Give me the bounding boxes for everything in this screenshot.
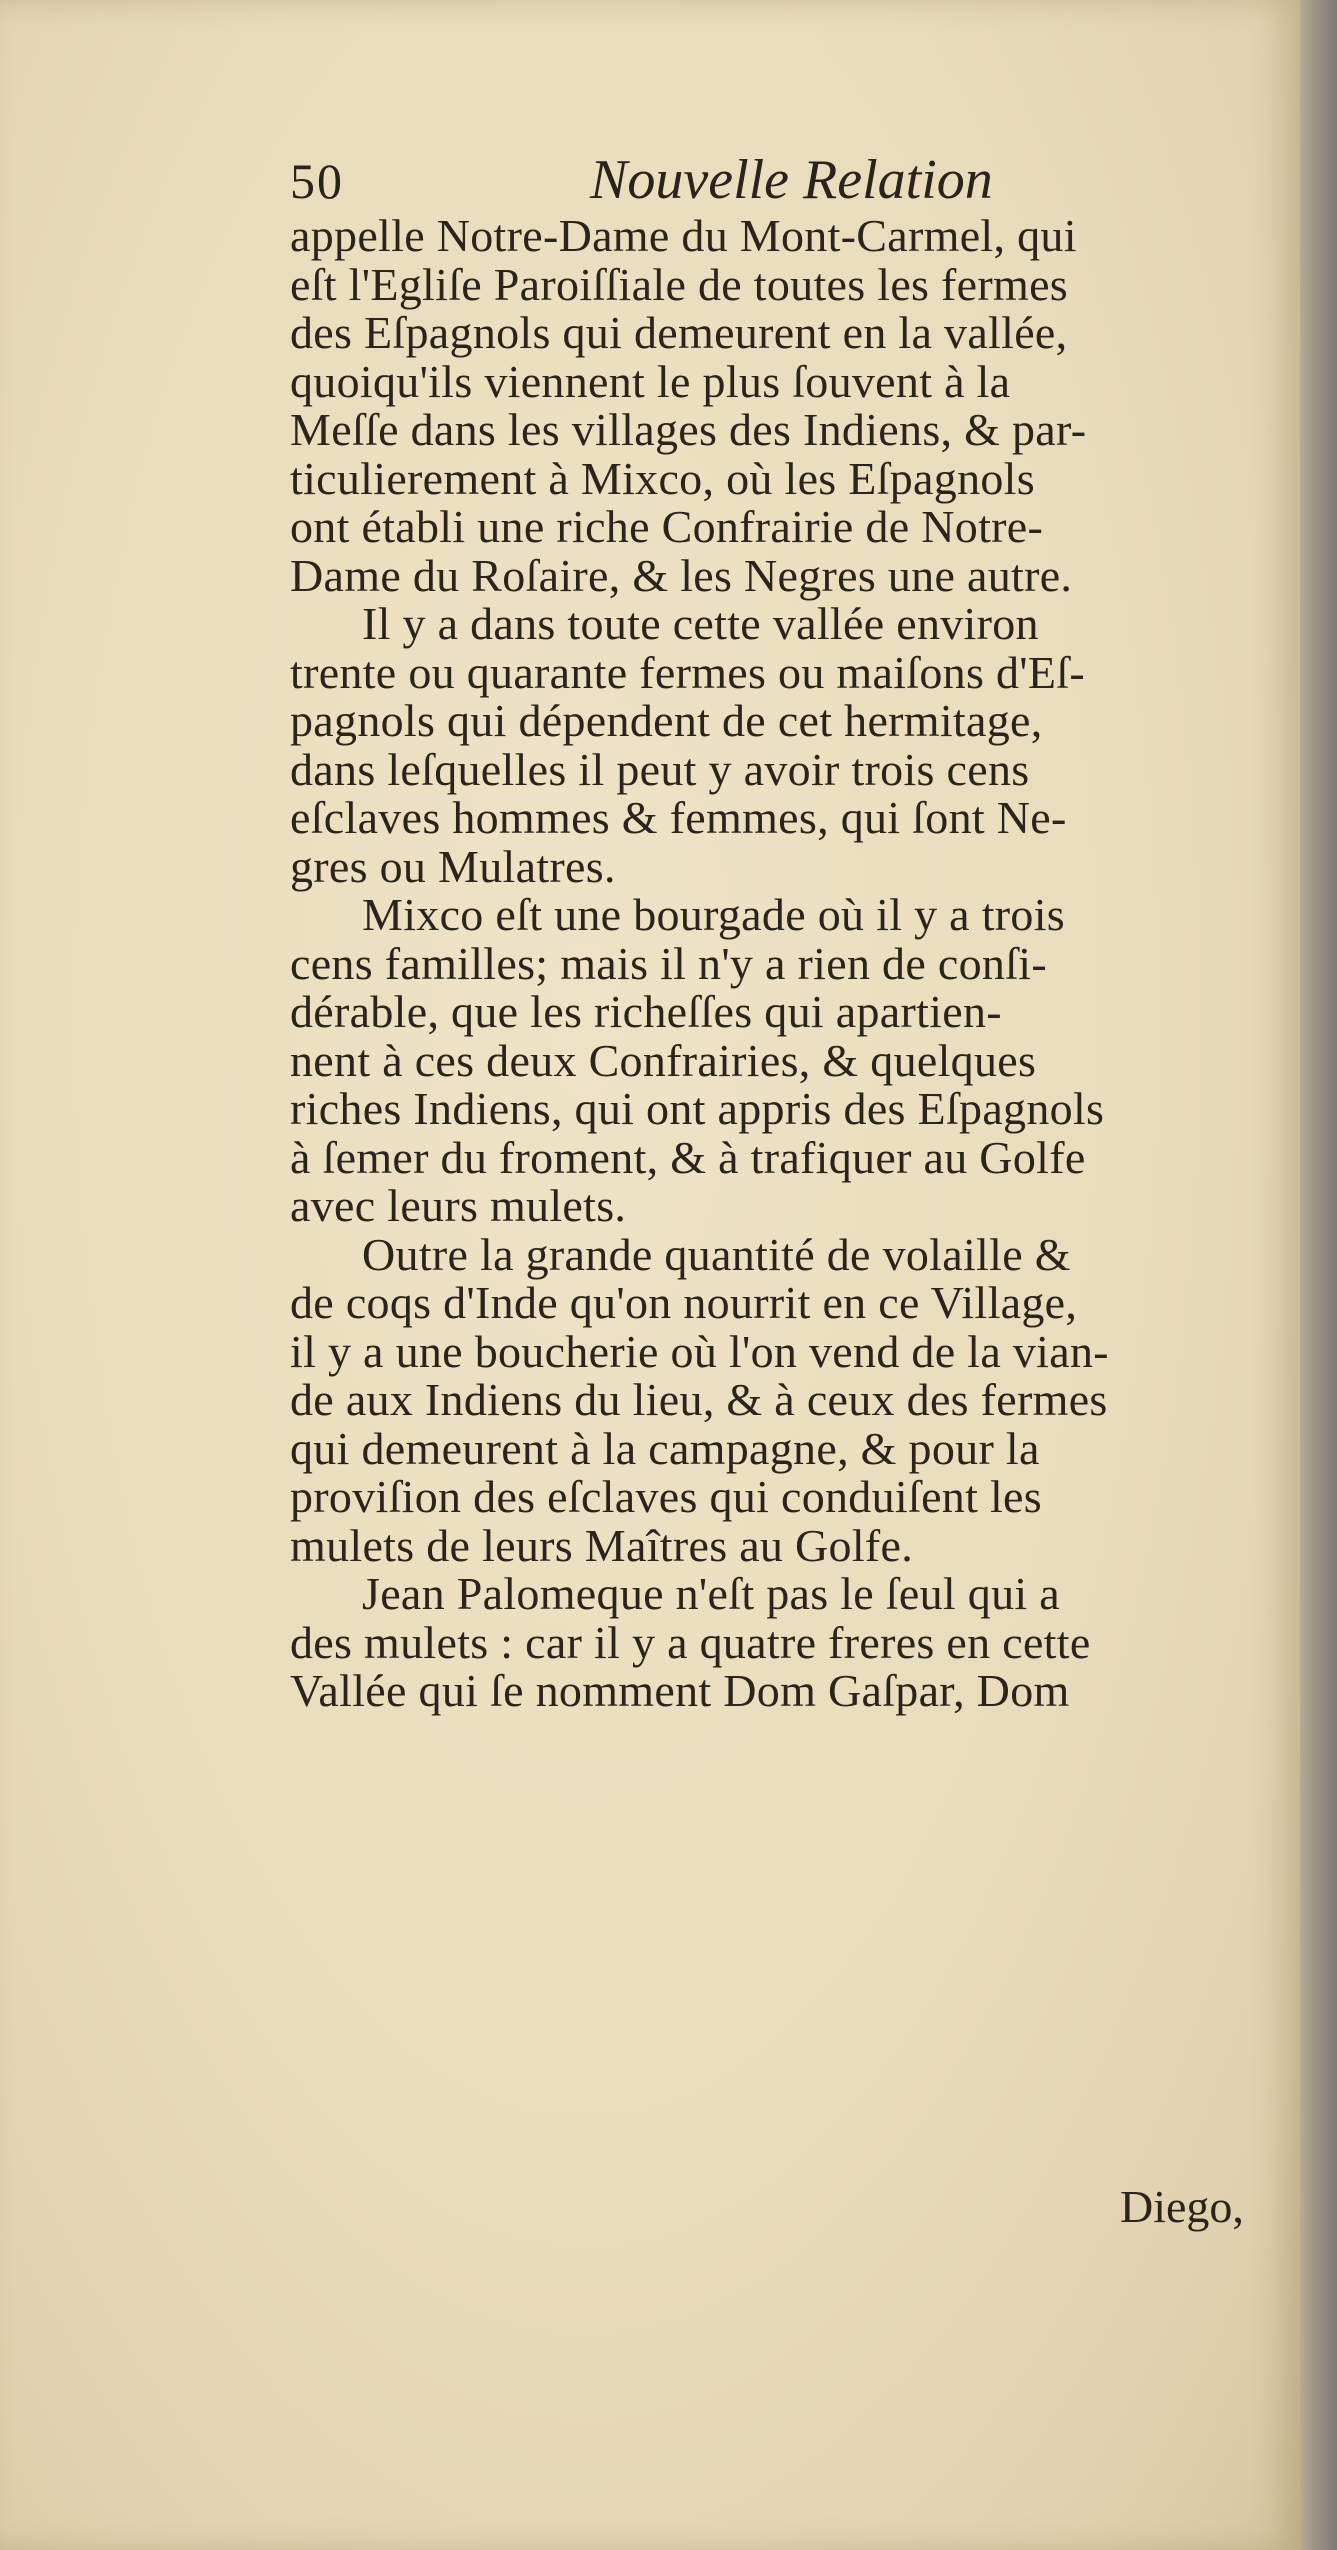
text-line: nent à ces deux Confrairies, & quelques: [290, 1034, 1037, 1086]
text-line: eſt l'Egliſe Paroiſſiale de toutes les fermes: [290, 258, 1069, 310]
text-line: Outre la grande quantité de volaille &: [362, 1228, 1071, 1280]
text-line: ticulierement à Mixco, où les Eſpagnols: [290, 452, 1035, 504]
text-line: des Eſpagnols qui demeurent en la vallée,: [290, 307, 1068, 358]
text-line: Mixco eſt une bourgade où il y a trois: [362, 889, 1065, 940]
catchword: Diego,: [1120, 2181, 1244, 2232]
page-number: 50: [290, 153, 344, 209]
text-line: cens familles; mais il n'y a rien de conſi-: [290, 937, 1047, 989]
text-line: des mulets : car il y a quatre freres en cette: [290, 1616, 1091, 1668]
text-line: ont établi une riche Confrairie de Notre-: [290, 501, 1044, 552]
text-line: qui demeurent à la campagne, & pour la: [290, 1422, 1040, 1474]
running-title: Nouvelle Relation: [590, 149, 993, 211]
text-line: quoiqu'ils viennent le plus ſouvent à la: [290, 355, 1011, 407]
text-line: dans leſquelles il peut y avoir trois cens: [290, 743, 1030, 795]
text-line: riches Indiens, qui ont appris des Eſpagnols: [290, 1083, 1105, 1134]
body-text: [290, 212, 1290, 1716]
text-line: proviſion des eſclaves qui conduiſent les: [290, 1471, 1042, 1522]
text-line: pagnols qui dépendent de cet hermitage,: [290, 695, 1043, 746]
text-line: Il y a dans toute cette vallée environ: [362, 598, 1039, 649]
text-line: Meſſe dans les villages des Indiens, & par-: [290, 404, 1087, 455]
text-line: à ſemer du froment, & à trafiquer au Golfe: [290, 1131, 1086, 1183]
text-line: trente ou quarante fermes ou maiſons d'Eſ-: [290, 646, 1085, 698]
text-line: dérable, que les richeſſes qui apartien-: [290, 986, 1002, 1037]
text-line: de coqs d'Inde qu'on nourrit en ce Village,: [290, 1277, 1078, 1328]
text-line: Jean Palomeque n'eſt pas le ſeul qui a: [362, 1568, 1060, 1619]
page-edge: [1300, 0, 1337, 2550]
text-line: appelle Notre-Dame du Mont-Carmel, qui: [290, 210, 1077, 261]
text-line: gres ou Mulatres.: [290, 840, 616, 892]
text-line: mulets de leurs Maîtres au Golfe.: [290, 1519, 914, 1571]
text-line: Vallée qui ſe nomment Dom Gaſpar, Dom: [290, 1665, 1070, 1716]
text-line: de aux Indiens du lieu, & à ceux des fermes: [290, 1374, 1108, 1425]
text-line: il y a une boucherie où l'on vend de la vian-: [290, 1325, 1109, 1377]
page-header: [290, 148, 1050, 218]
text-line: Dame du Roſaire, & les Negres une autre.: [290, 549, 1073, 601]
text-line: eſclaves hommes & femmes, qui ſont Ne-: [290, 792, 1067, 843]
text-line: avec leurs mulets.: [290, 1180, 627, 1231]
